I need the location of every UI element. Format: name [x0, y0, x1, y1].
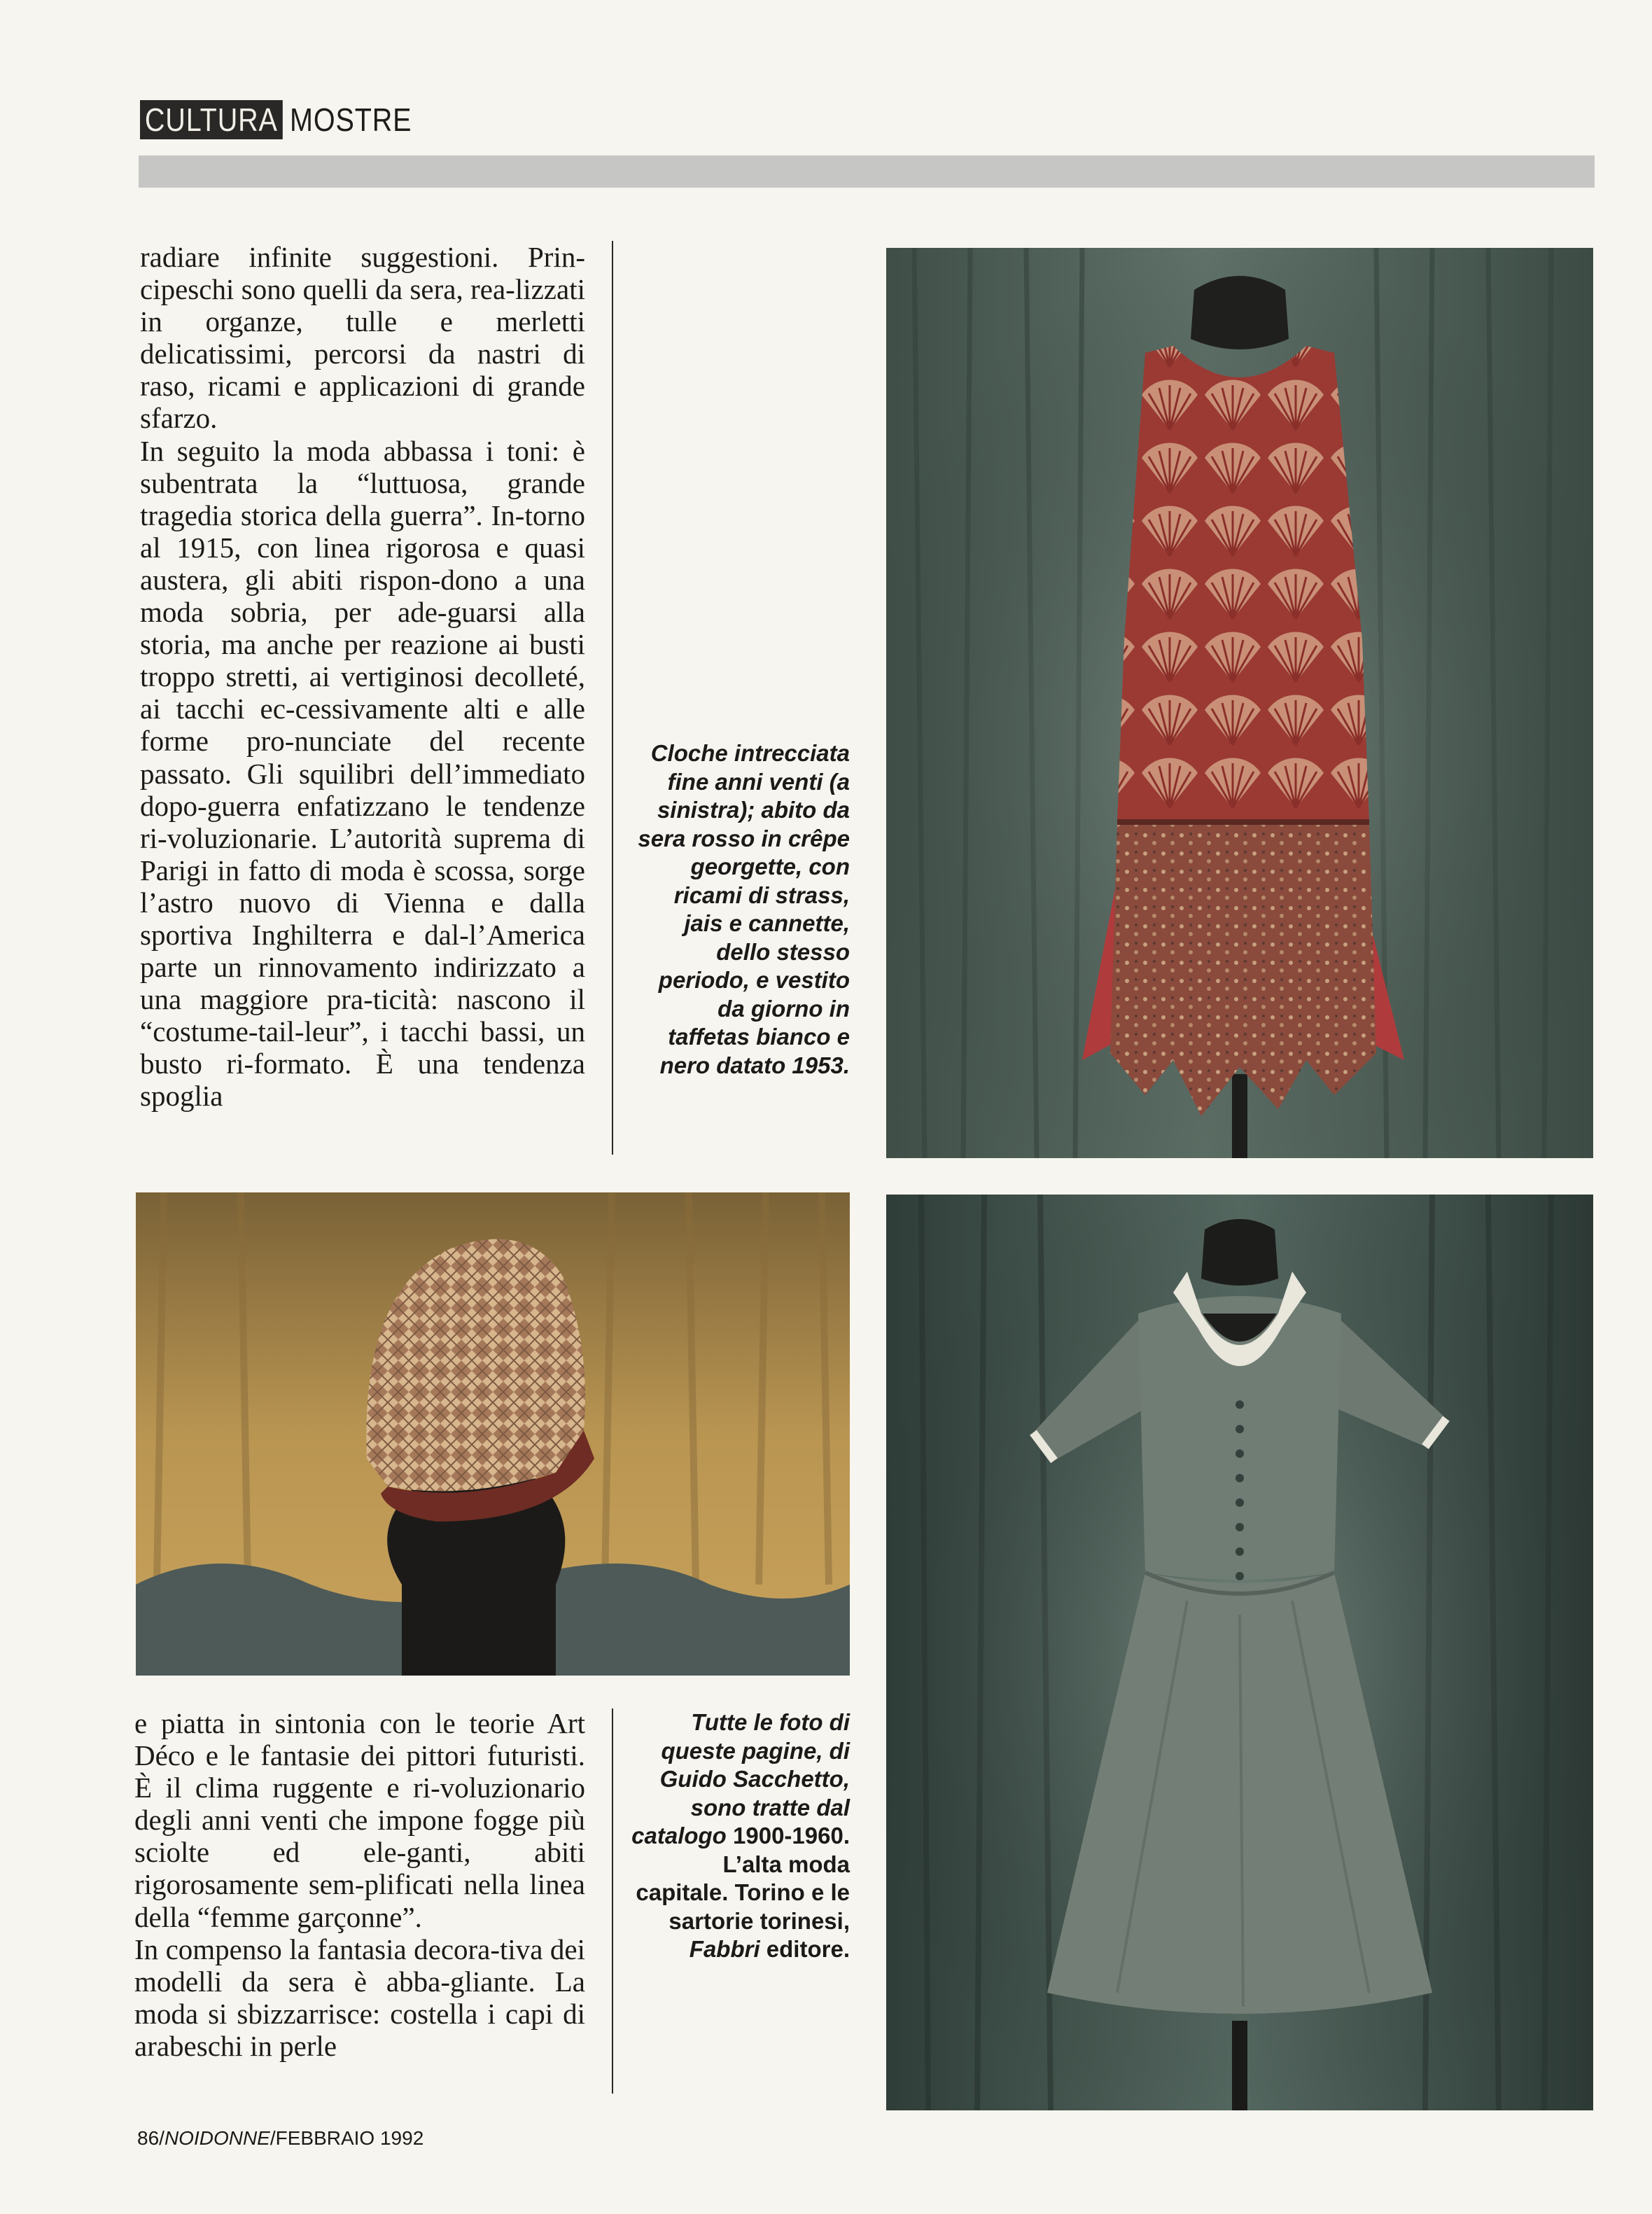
caption-publisher: Fabbri — [689, 1936, 760, 1962]
article-paragraph: In compenso la fantasia decora-tiva dei modelli da sera è abba-gliante. La moda si sbizzarrisce: costella i capi di arabeschi in perle — [134, 1933, 585, 2062]
column-rule — [612, 1708, 613, 2094]
photo-red-evening-dress — [886, 248, 1593, 1158]
column-rule — [612, 241, 613, 1155]
issue-date: /FEBBRAIO 1992 — [270, 2127, 424, 2149]
article-paragraph: In seguito la moda abbassa i toni: è subentrata la “luttuosa, grande tragedia storica della guerra”. In-torno al 1915, con linea rigorosa e quasi austera, gli abiti rispon-dono a una moda sobria, per ade-guarsi alla storia, ma anche per reazione ai busti troppo stretti, ai vertiginosi decolleté, ai tacchi ec-cessivamente alti e alle forme pro-nunciate del recente passato. Gli squilibri dell’immediato dopo-guerra enfatizzano le tendenze ri-voluzionarie. L’autorità suprema di Parigi in fatto di moda è scossa, sorge l’astro nuovo di Vienna e dalla sportiva Inghilterra e dal-l’America parte un rinnovamento indirizzato a una maggiore pra-ticità: nascono il “costume-tail-leur”, i tacchi bassi, un busto ri-formato. È una tendenza spoglia — [140, 434, 585, 1113]
caption-catalog-title: 1900-1960. L’alta moda capitale. Torino e le sartorie torinesi, — [636, 1823, 850, 1934]
grey-dress-illustration — [886, 1195, 1593, 2110]
magazine-name: NOIDONNE — [164, 2127, 270, 2149]
article-paragraph: e piatta in sintonia con le teorie Art Déco e le fantasie dei pittori futuristi. È il clima ruggente e ri-voluzionario degli anni venti che impone fogge più sciolte ed ele-ganti, abiti rigorosamente sem-plificati nella linea della “femme garçonne”. — [134, 1707, 585, 1933]
page-footer — [137, 2127, 424, 2150]
caption-text: Cloche intrecciata fine anni venti (a sinistra); abito da sera rosso in crêpe georgette, con ricami di strass, jais e cannette, dello stesso periodo, e vestito da giorno in taffetas bianco e nero datato 1953. — [638, 740, 850, 1078]
photo-caption-1 — [631, 739, 850, 1080]
section-label: CULTURA — [140, 100, 283, 139]
header-bar — [139, 155, 1595, 188]
subsection-label: MOSTRE — [290, 102, 412, 138]
photo-caption-2 — [631, 1708, 850, 1964]
caption-credit: Tutte le foto di queste pagine, di Guido Sacchetto, sono tratte dal catalogo — [631, 1709, 850, 1849]
article-paragraph: radiare infinite suggestioni. Prin-cipeschi sono quelli da sera, rea-lizzati in organze, tulle e merletti delicatissimi, percorsi da nastri di raso, ricami e applicazioni di grande sfarzo. — [140, 241, 585, 435]
photo-cloche-hat — [136, 1192, 850, 1676]
page-number: 86/ — [137, 2127, 164, 2149]
caption-publisher-suffix: editore. — [766, 1936, 850, 1962]
article-column-top — [140, 241, 585, 1113]
red-dress-illustration — [886, 248, 1593, 1158]
article-column-bottom — [134, 1707, 585, 2062]
cloche-hat-illustration — [136, 1192, 850, 1676]
photo-grey-day-dress — [886, 1195, 1593, 2110]
